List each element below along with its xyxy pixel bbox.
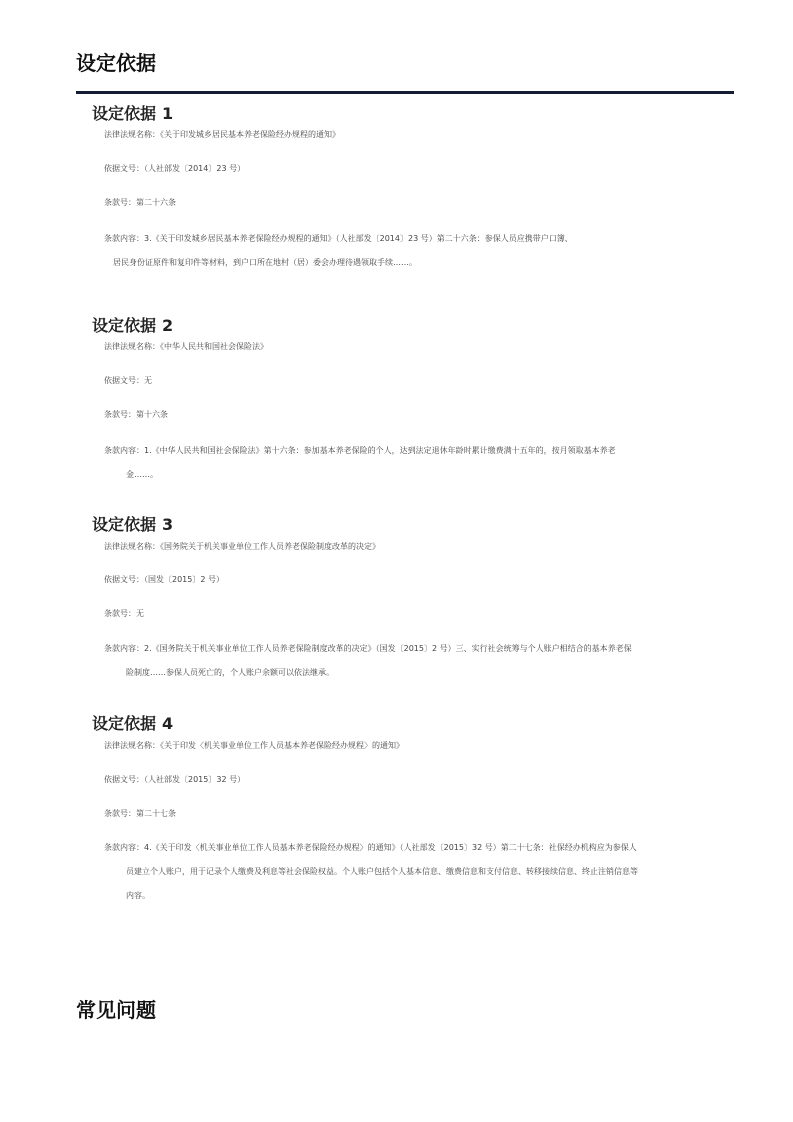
clause-number-value: 第二十七条 [136,809,176,818]
clause-number-field [104,608,144,620]
clause-number-field [104,197,176,209]
clause-content [104,836,684,908]
clause-content-label: 条款内容： [104,644,144,653]
clause-content [104,439,684,487]
basis-heading [92,515,692,535]
clause-content-line: 内容。 [126,891,150,900]
basis-heading-label: 设定依据 [92,104,157,123]
basis-heading-number: 3 [162,515,174,534]
basis-block-2 [92,316,692,479]
section-title-faq: 常见问题 [76,998,156,1022]
law-name-label: 法律法规名称： [104,542,160,551]
clause-content [104,227,684,275]
basis-heading [92,316,692,336]
clause-content-line: 险制度……参保人员死亡的，个人账户余额可以依法继承。 [126,668,334,677]
law-name-value: 《国务院关于机关事业单位工作人员养老保险制度改革的决定》 [160,542,380,551]
document-number-label: 依据文号： [104,575,144,584]
clause-content-label: 条款内容： [104,446,144,455]
clause-content-line: 2.《国务院关于机关事业单位工作人员养老保险制度改革的决定》（国发〔2015〕2 号）三、实行社会统筹与个人账户相结合的基本养老保 [144,644,632,653]
document-number-value: 无 [144,376,152,385]
law-name-value: 《中华人民共和国社会保险法》 [160,342,268,351]
law-name-field [104,541,380,553]
document-number-field [104,774,245,786]
law-name-field [104,341,268,353]
law-name-label: 法律法规名称： [104,741,160,750]
clause-content-line: 1.《中华人民共和国社会保险法》第十六条：参加基本养老保险的个人，达到法定退休年龄时累计缴费满十五年的，按月领取基本养老 [144,446,616,455]
law-name-label: 法律法规名称： [104,130,160,139]
clause-content [104,637,684,685]
basis-block-1 [92,104,692,267]
basis-heading-number: 2 [162,316,174,335]
clause-content-label: 条款内容： [104,234,144,243]
basis-heading-number: 1 [162,104,174,123]
clause-content-label: 条款内容： [104,843,144,852]
clause-number-label: 条款号： [104,609,136,618]
basis-heading-label: 设定依据 [92,515,157,534]
clause-content-line: 居民身份证原件和复印件等材料，到户口所在地村（居）委会办理待遇领取手续……。 [113,258,417,267]
section-divider [76,91,734,94]
clause-number-label: 条款号： [104,410,136,419]
basis-block-4 [92,714,692,900]
document-number-field [104,574,224,586]
law-name-value: 《关于印发〈机关事业单位工作人员基本养老保险经办规程〉的通知》 [160,741,404,750]
law-name-value: 《关于印发城乡居民基本养老保险经办规程的通知》 [160,130,340,139]
clause-content-line: 4.《关于印发〈机关事业单位工作人员基本养老保险经办规程〉的通知》（人社部发〔2015〕32 号）第二十七条：社保经办机构应为参保人 [144,843,637,852]
basis-block-3 [92,515,692,677]
basis-heading-label: 设定依据 [92,316,157,335]
document-number-value: （人社部发〔2014〕23 号） [144,164,246,173]
law-name-field [104,740,404,752]
clause-content-line: 3.《关于印发城乡居民基本养老保险经办规程的通知》（人社部发〔2014〕23 号）第二十六条：参保人员应携带户口簿、 [144,234,573,243]
document-number-value: （国发〔2015〕2 号） [144,575,224,584]
clause-number-value: 第十六条 [136,410,168,419]
clause-number-label: 条款号： [104,198,136,207]
clause-content-line: 金……。 [126,470,158,479]
document-number-field [104,163,245,175]
clause-number-value: 无 [136,609,144,618]
basis-heading-label: 设定依据 [92,714,157,733]
law-name-field [104,129,340,141]
clause-number-field [104,808,176,820]
clause-content-line: 员建立个人账户，用于记录个人缴费及利息等社会保险权益。个人账户包括个人基本信息、缴费信息和支付信息、转移接续信息、终止注销信息等 [126,867,638,876]
document-number-value: （人社部发〔2015〕32 号） [144,775,246,784]
section-title-basis: 设定依据 [76,51,156,75]
basis-heading-number: 4 [162,714,174,733]
document-number-label: 依据文号： [104,376,144,385]
document-number-label: 依据文号： [104,164,144,173]
law-name-label: 法律法规名称： [104,342,160,351]
clause-number-value: 第二十六条 [136,198,176,207]
document-number-label: 依据文号： [104,775,144,784]
clause-number-field [104,409,168,421]
basis-heading [92,714,692,734]
document-number-field [104,375,152,387]
basis-heading [92,104,692,124]
clause-number-label: 条款号： [104,809,136,818]
